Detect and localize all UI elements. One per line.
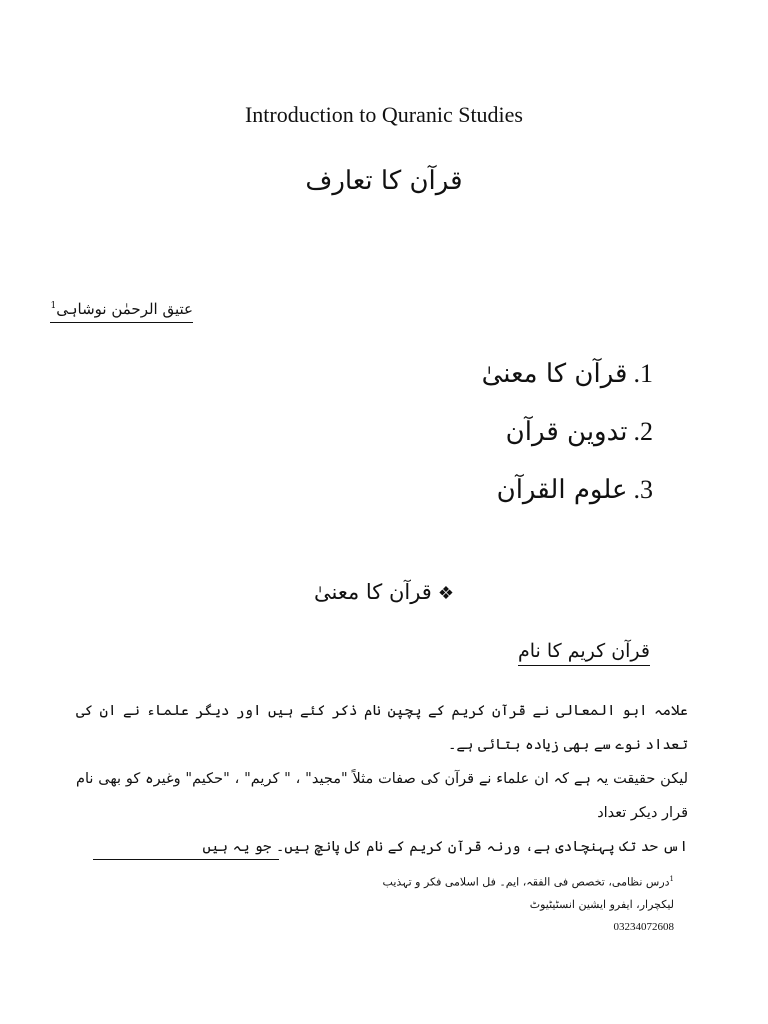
body-line: علامہ ابو المعالی نے قرآن کریم کے پچپن نام ذکر کئے ہیں اور دیگر علماء نے ان کی تعداد نوے سے بھی زیادہ بتائی ہے۔ bbox=[76, 703, 688, 753]
footnote-line: لیکچرار، ایفرو ایشین انسٹیٹیوٹ bbox=[529, 897, 674, 911]
document-title-urdu: قرآن کا تعارف bbox=[305, 166, 463, 196]
section-heading-text: قرآن کا معنیٰ bbox=[314, 580, 432, 604]
toc-item bbox=[482, 468, 653, 526]
author-line bbox=[50, 300, 193, 323]
toc-item bbox=[482, 410, 653, 468]
footnote-phone: 03234072608 bbox=[613, 920, 674, 933]
author-footnote-marker: 1 bbox=[50, 301, 57, 311]
footnote-text: درس نظامی، تخصص فی الفقہ، ایم۔ فل اسلامی فکر و تہذیب bbox=[382, 875, 670, 889]
subheading: قرآن کریم کا نام bbox=[518, 640, 650, 666]
diamond-bullet-icon: ❖ bbox=[437, 583, 454, 604]
document-title-english: Introduction to Quranic Studies bbox=[244, 102, 523, 127]
toc-item-label: تدوین قرآن bbox=[505, 417, 628, 447]
toc-item-label: علوم القرآن bbox=[496, 475, 628, 505]
toc-item bbox=[482, 352, 653, 410]
toc-item-number: 2. bbox=[633, 417, 653, 446]
body-paragraph bbox=[76, 694, 688, 864]
footnotes bbox=[383, 868, 674, 938]
section-heading bbox=[0, 580, 768, 604]
toc-item-label: قرآن کا معنیٰ bbox=[481, 359, 628, 389]
table-of-contents bbox=[482, 352, 653, 526]
footnote-marker: 1 bbox=[669, 875, 674, 883]
footnote-line bbox=[383, 916, 674, 938]
footnote-divider bbox=[93, 859, 279, 860]
footnote-line bbox=[383, 868, 674, 894]
author-name: عتیق الرحمٰن نوشاہی bbox=[56, 300, 193, 318]
body-line: لیکن حقیقت یہ ہے کہ ان علماء نے قرآن کی صفات مثلاً "مجید" ، " کریم" ، "حکیم" وغیرہ کو بھی نام قرار دیکر تعداد bbox=[76, 771, 688, 821]
body-line: اس حد تک پہنچادی ہے، ورنہ قرآن کریم کے نام کل پانچ ہیں۔ جو یہ ہیں bbox=[202, 839, 688, 855]
toc-item-number: 3. bbox=[633, 475, 653, 504]
toc-item-number: 1. bbox=[633, 359, 653, 388]
